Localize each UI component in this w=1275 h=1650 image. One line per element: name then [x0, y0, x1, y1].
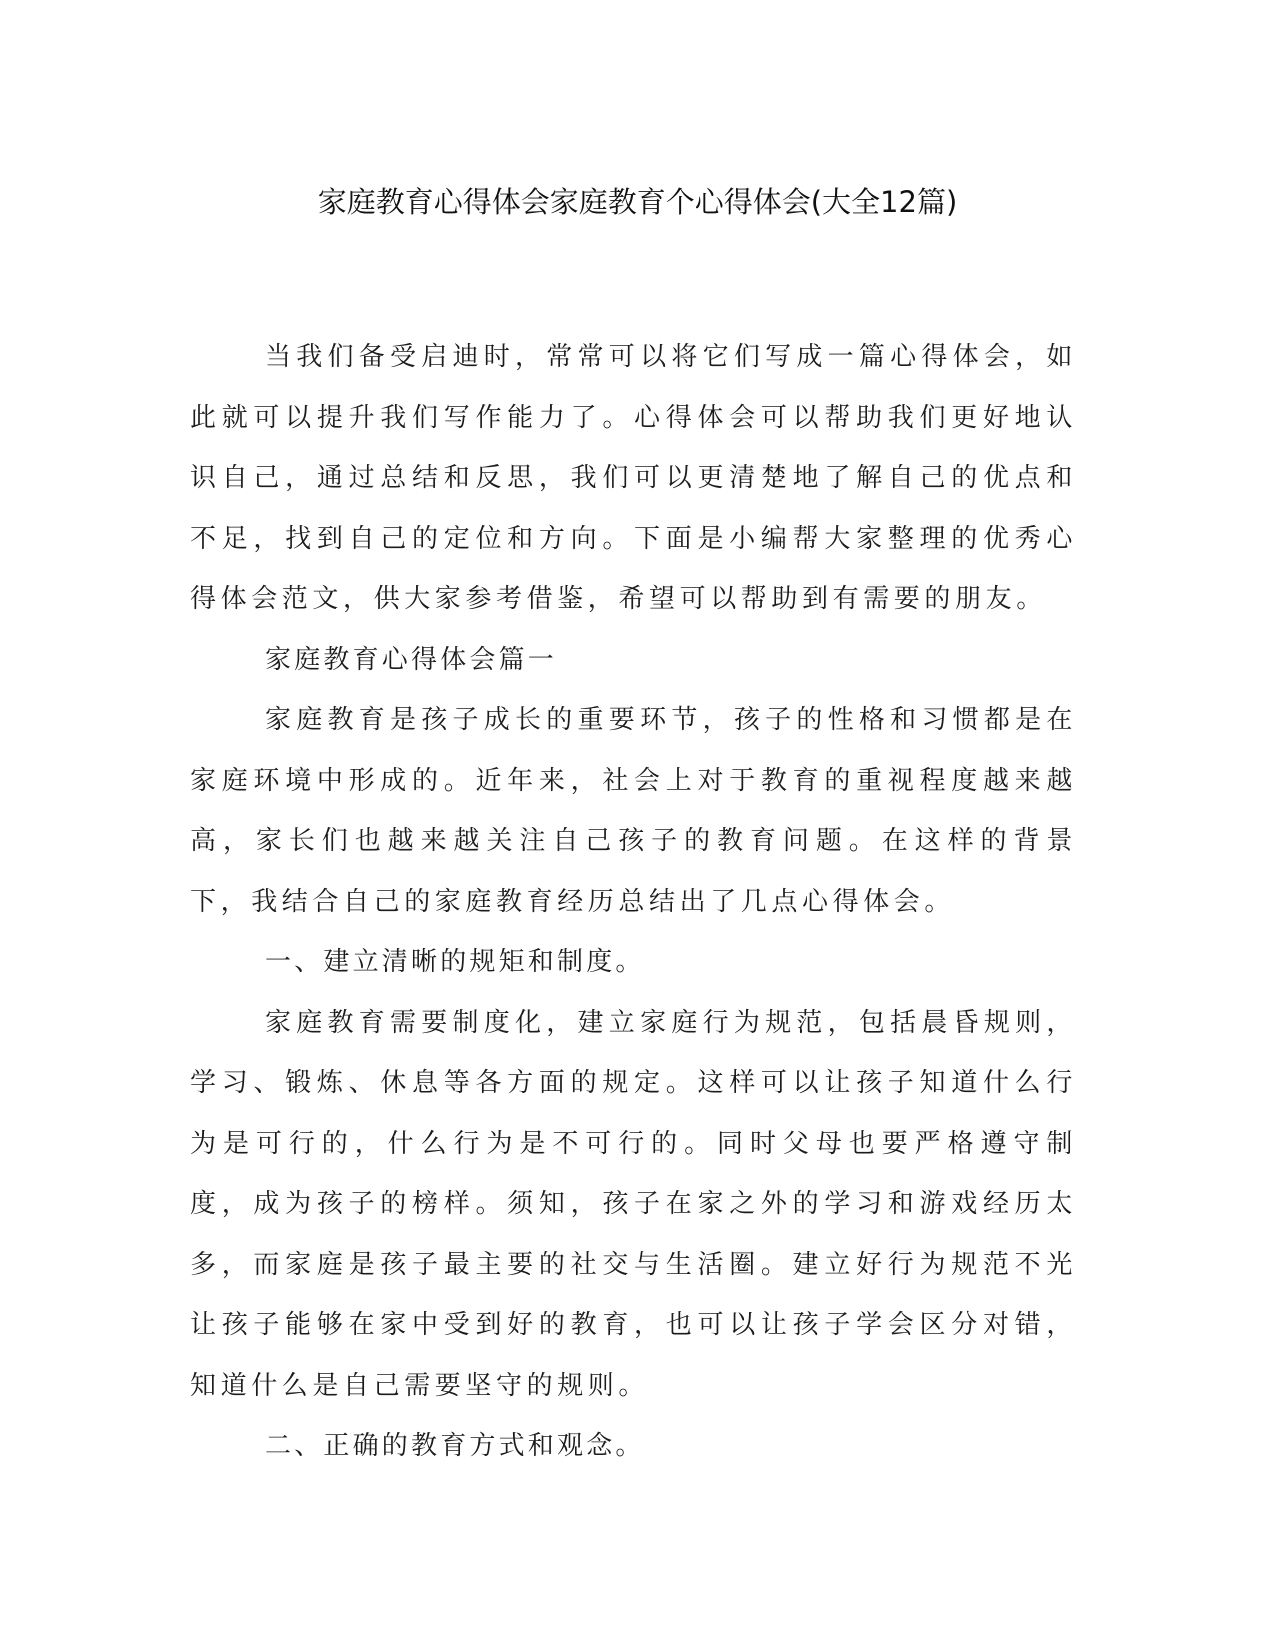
section-heading-part-one: 家庭教育心得体会篇一	[265, 644, 558, 675]
document-title: 家庭教育心得体会家庭教育个心得体会(大全12篇)	[317, 185, 958, 219]
document-body	[190, 327, 1077, 1477]
point-heading-one: 一、建立清晰的规矩和制度。	[265, 947, 645, 977]
point-heading-two: 二、正确的教育方式和观念。	[265, 1431, 645, 1461]
body-paragraph: 家庭教育是孩子成长的重要环节，孩子的性格和习惯都是在家庭环境中形成的。近年来，社会上对于教育的重视程度越来越高，家长们也越来越关注自己孩子的教育问题。在这样的背景下，我结合自己的家庭教育经历总结出了几点心得体会。	[190, 705, 1077, 917]
intro-paragraph: 当我们备受启迪时，常常可以将它们写成一篇心得体会，如此就可以提升我们写作能力了。心得体会可以帮助我们更好地认识自己，通过总结和反思，我们可以更清楚地了解自己的优点和不足，找到自己的定位和方向。下面是小编帮大家整理的优秀心得体会范文，供大家参考借鉴，希望可以帮助到有需要的朋友。	[190, 342, 1077, 614]
body-paragraph: 家庭教育需要制度化，建立家庭行为规范，包括晨昏规则，学习、锻炼、休息等各方面的规定。这样可以让孩子知道什么行为是可行的，什么行为是不可行的。同时父母也要严格遵守制度，成为孩子的榜样。须知，孩子在家之外的学习和游戏经历太多，而家庭是孩子最主要的社交与生活圈。建立好行为规范不光让孩子能够在家中受到好的教育，也可以让孩子学会区分对错，知道什么是自己需要坚守的规则。	[190, 1007, 1077, 1401]
